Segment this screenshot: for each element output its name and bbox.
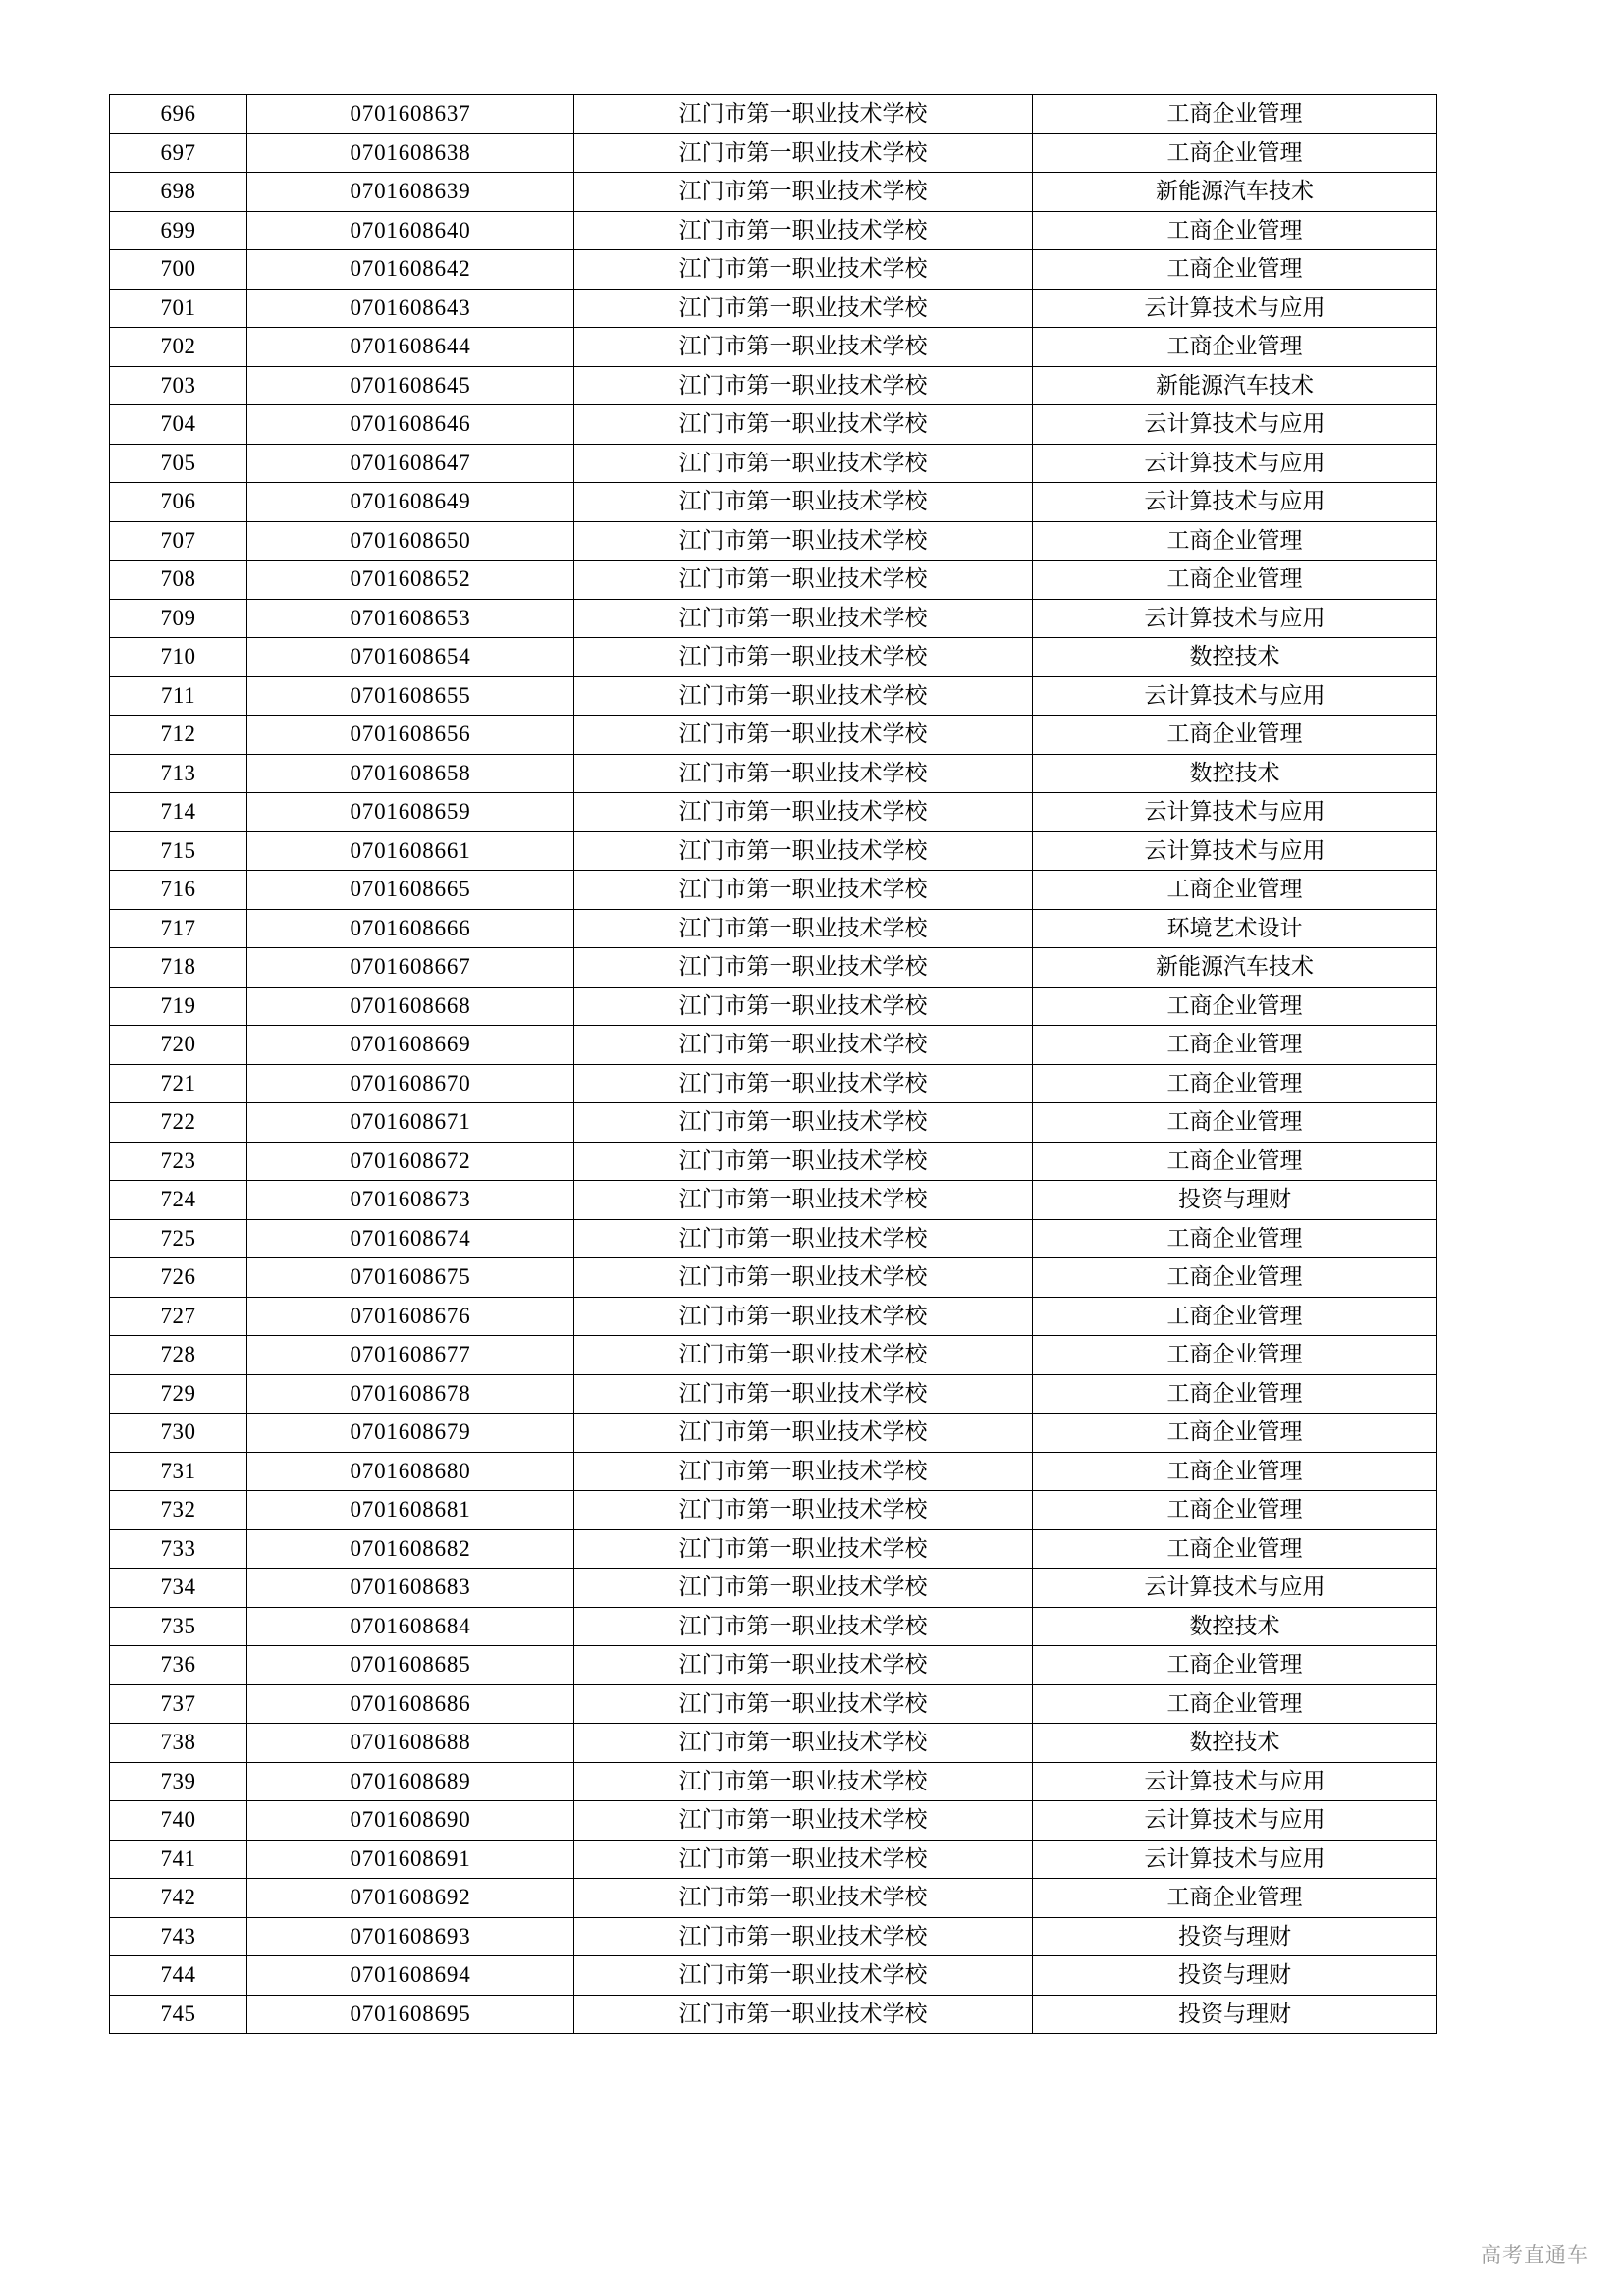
table-row [110, 211, 1437, 250]
table-row [110, 1491, 1437, 1530]
row-sequence-number: 735 [110, 1607, 247, 1646]
row-candidate-id: 0701608640 [247, 211, 574, 250]
row-school-name: 江门市第一职业技术学校 [574, 1491, 1033, 1530]
row-school-name: 江门市第一职业技术学校 [574, 1181, 1033, 1220]
table-row [110, 1646, 1437, 1685]
table-row [110, 1336, 1437, 1375]
table-row [110, 289, 1437, 328]
row-school-name: 江门市第一职业技术学校 [574, 599, 1033, 638]
row-candidate-id: 0701608675 [247, 1258, 574, 1298]
row-sequence-number: 708 [110, 561, 247, 600]
row-major-name: 数控技术 [1033, 754, 1437, 793]
table-row [110, 871, 1437, 910]
table-row [110, 676, 1437, 716]
row-candidate-id: 0701608684 [247, 1607, 574, 1646]
row-major-name: 工商企业管理 [1033, 561, 1437, 600]
row-major-name: 云计算技术与应用 [1033, 1762, 1437, 1801]
row-school-name: 江门市第一职业技术学校 [574, 1529, 1033, 1569]
row-major-name: 数控技术 [1033, 638, 1437, 677]
row-candidate-id: 0701608691 [247, 1840, 574, 1879]
roster-table-container [109, 94, 1436, 2034]
row-major-name: 云计算技术与应用 [1033, 831, 1437, 871]
row-school-name: 江门市第一职业技术学校 [574, 211, 1033, 250]
row-major-name: 云计算技术与应用 [1033, 1801, 1437, 1841]
row-candidate-id: 0701608686 [247, 1684, 574, 1724]
row-sequence-number: 712 [110, 716, 247, 755]
row-major-name: 工商企业管理 [1033, 1529, 1437, 1569]
row-sequence-number: 736 [110, 1646, 247, 1685]
table-row [110, 521, 1437, 561]
row-sequence-number: 723 [110, 1142, 247, 1181]
row-candidate-id: 0701608665 [247, 871, 574, 910]
row-sequence-number: 733 [110, 1529, 247, 1569]
row-candidate-id: 0701608655 [247, 676, 574, 716]
table-row [110, 366, 1437, 405]
row-major-name: 工商企业管理 [1033, 1219, 1437, 1258]
row-school-name: 江门市第一职业技术学校 [574, 1956, 1033, 1996]
row-major-name: 工商企业管理 [1033, 133, 1437, 173]
row-sequence-number: 717 [110, 909, 247, 948]
table-row [110, 1103, 1437, 1143]
row-major-name: 云计算技术与应用 [1033, 793, 1437, 832]
table-row [110, 987, 1437, 1026]
row-major-name: 工商企业管理 [1033, 1103, 1437, 1143]
table-row [110, 405, 1437, 445]
row-major-name: 工商企业管理 [1033, 211, 1437, 250]
row-major-name: 新能源汽车技术 [1033, 173, 1437, 212]
row-major-name: 云计算技术与应用 [1033, 1840, 1437, 1879]
row-candidate-id: 0701608653 [247, 599, 574, 638]
row-major-name: 投资与理财 [1033, 1917, 1437, 1956]
row-sequence-number: 726 [110, 1258, 247, 1298]
row-school-name: 江门市第一职业技术学校 [574, 1801, 1033, 1841]
row-sequence-number: 721 [110, 1064, 247, 1103]
row-school-name: 江门市第一职业技术学校 [574, 1336, 1033, 1375]
row-major-name: 工商企业管理 [1033, 1646, 1437, 1685]
row-candidate-id: 0701608677 [247, 1336, 574, 1375]
row-candidate-id: 0701608679 [247, 1414, 574, 1453]
table-row [110, 1219, 1437, 1258]
row-school-name: 江门市第一职业技术学校 [574, 1724, 1033, 1763]
row-candidate-id: 0701608671 [247, 1103, 574, 1143]
row-sequence-number: 730 [110, 1414, 247, 1453]
table-row [110, 1414, 1437, 1453]
row-candidate-id: 0701608673 [247, 1181, 574, 1220]
row-school-name: 江门市第一职业技术学校 [574, 987, 1033, 1026]
table-row [110, 1026, 1437, 1065]
row-candidate-id: 0701608676 [247, 1297, 574, 1336]
row-candidate-id: 0701608654 [247, 638, 574, 677]
row-school-name: 江门市第一职业技术学校 [574, 1840, 1033, 1879]
row-sequence-number: 707 [110, 521, 247, 561]
table-row [110, 1801, 1437, 1841]
row-candidate-id: 0701608652 [247, 561, 574, 600]
row-sequence-number: 709 [110, 599, 247, 638]
row-school-name: 江门市第一职业技术学校 [574, 289, 1033, 328]
table-row [110, 909, 1437, 948]
row-candidate-id: 0701608692 [247, 1879, 574, 1918]
row-sequence-number: 700 [110, 250, 247, 290]
row-sequence-number: 739 [110, 1762, 247, 1801]
row-school-name: 江门市第一职业技术学校 [574, 754, 1033, 793]
row-sequence-number: 732 [110, 1491, 247, 1530]
table-row [110, 1762, 1437, 1801]
row-candidate-id: 0701608688 [247, 1724, 574, 1763]
row-school-name: 江门市第一职业技术学校 [574, 405, 1033, 445]
row-school-name: 江门市第一职业技术学校 [574, 831, 1033, 871]
table-row [110, 1956, 1437, 1996]
row-candidate-id: 0701608685 [247, 1646, 574, 1685]
table-row [110, 483, 1437, 522]
row-school-name: 江门市第一职业技术学校 [574, 676, 1033, 716]
row-school-name: 江门市第一职业技术学校 [574, 1879, 1033, 1918]
roster-table-body [110, 95, 1437, 2034]
row-school-name: 江门市第一职业技术学校 [574, 250, 1033, 290]
row-candidate-id: 0701608647 [247, 444, 574, 483]
table-row [110, 1374, 1437, 1414]
row-school-name: 江门市第一职业技术学校 [574, 1103, 1033, 1143]
row-school-name: 江门市第一职业技术学校 [574, 1684, 1033, 1724]
row-sequence-number: 741 [110, 1840, 247, 1879]
row-candidate-id: 0701608638 [247, 133, 574, 173]
row-sequence-number: 698 [110, 173, 247, 212]
row-candidate-id: 0701608678 [247, 1374, 574, 1414]
table-row [110, 1064, 1437, 1103]
row-school-name: 江门市第一职业技术学校 [574, 561, 1033, 600]
row-school-name: 江门市第一职业技术学校 [574, 366, 1033, 405]
roster-table [109, 94, 1437, 2034]
row-sequence-number: 740 [110, 1801, 247, 1841]
row-sequence-number: 727 [110, 1297, 247, 1336]
row-candidate-id: 0701608672 [247, 1142, 574, 1181]
row-candidate-id: 0701608689 [247, 1762, 574, 1801]
row-school-name: 江门市第一职业技术学校 [574, 521, 1033, 561]
row-school-name: 江门市第一职业技术学校 [574, 1297, 1033, 1336]
row-major-name: 云计算技术与应用 [1033, 1569, 1437, 1608]
row-candidate-id: 0701608683 [247, 1569, 574, 1608]
row-major-name: 工商企业管理 [1033, 250, 1437, 290]
row-candidate-id: 0701608668 [247, 987, 574, 1026]
row-school-name: 江门市第一职业技术学校 [574, 1142, 1033, 1181]
row-major-name: 工商企业管理 [1033, 1026, 1437, 1065]
table-row [110, 793, 1437, 832]
row-major-name: 新能源汽车技术 [1033, 366, 1437, 405]
row-sequence-number: 728 [110, 1336, 247, 1375]
row-sequence-number: 697 [110, 133, 247, 173]
row-sequence-number: 720 [110, 1026, 247, 1065]
row-major-name: 云计算技术与应用 [1033, 444, 1437, 483]
row-school-name: 江门市第一职业技术学校 [574, 1064, 1033, 1103]
row-major-name: 工商企业管理 [1033, 1414, 1437, 1453]
row-sequence-number: 737 [110, 1684, 247, 1724]
row-candidate-id: 0701608680 [247, 1452, 574, 1491]
table-row [110, 599, 1437, 638]
table-row [110, 1258, 1437, 1298]
table-row [110, 1529, 1437, 1569]
row-major-name: 云计算技术与应用 [1033, 676, 1437, 716]
row-candidate-id: 0701608646 [247, 405, 574, 445]
row-candidate-id: 0701608667 [247, 948, 574, 988]
row-major-name: 云计算技术与应用 [1033, 405, 1437, 445]
row-sequence-number: 711 [110, 676, 247, 716]
row-major-name: 工商企业管理 [1033, 328, 1437, 367]
row-candidate-id: 0701608644 [247, 328, 574, 367]
table-row [110, 1995, 1437, 2034]
row-major-name: 投资与理财 [1033, 1181, 1437, 1220]
row-school-name: 江门市第一职业技术学校 [574, 1995, 1033, 2034]
table-row [110, 444, 1437, 483]
row-major-name: 工商企业管理 [1033, 1064, 1437, 1103]
row-school-name: 江门市第一职业技术学校 [574, 1452, 1033, 1491]
row-school-name: 江门市第一职业技术学校 [574, 793, 1033, 832]
table-row [110, 1569, 1437, 1608]
row-sequence-number: 710 [110, 638, 247, 677]
row-sequence-number: 704 [110, 405, 247, 445]
row-major-name: 工商企业管理 [1033, 871, 1437, 910]
table-row [110, 638, 1437, 677]
row-candidate-id: 0701608658 [247, 754, 574, 793]
row-school-name: 江门市第一职业技术学校 [574, 948, 1033, 988]
row-major-name: 投资与理财 [1033, 1995, 1437, 2034]
row-sequence-number: 742 [110, 1879, 247, 1918]
table-row [110, 1142, 1437, 1181]
row-major-name: 数控技术 [1033, 1724, 1437, 1763]
row-sequence-number: 701 [110, 289, 247, 328]
row-sequence-number: 696 [110, 95, 247, 134]
row-major-name: 工商企业管理 [1033, 1452, 1437, 1491]
row-school-name: 江门市第一职业技术学校 [574, 638, 1033, 677]
row-candidate-id: 0701608682 [247, 1529, 574, 1569]
row-sequence-number: 703 [110, 366, 247, 405]
row-candidate-id: 0701608695 [247, 1995, 574, 2034]
row-school-name: 江门市第一职业技术学校 [574, 328, 1033, 367]
row-sequence-number: 714 [110, 793, 247, 832]
row-school-name: 江门市第一职业技术学校 [574, 1414, 1033, 1453]
row-major-name: 工商企业管理 [1033, 1684, 1437, 1724]
row-major-name: 新能源汽车技术 [1033, 948, 1437, 988]
row-sequence-number: 719 [110, 987, 247, 1026]
row-sequence-number: 718 [110, 948, 247, 988]
row-school-name: 江门市第一职业技术学校 [574, 1258, 1033, 1298]
row-sequence-number: 745 [110, 1995, 247, 2034]
row-sequence-number: 715 [110, 831, 247, 871]
row-major-name: 投资与理财 [1033, 1956, 1437, 1996]
row-school-name: 江门市第一职业技术学校 [574, 444, 1033, 483]
table-row [110, 1879, 1437, 1918]
row-candidate-id: 0701608690 [247, 1801, 574, 1841]
row-sequence-number: 738 [110, 1724, 247, 1763]
row-candidate-id: 0701608669 [247, 1026, 574, 1065]
row-major-name: 工商企业管理 [1033, 1374, 1437, 1414]
row-major-name: 工商企业管理 [1033, 1297, 1437, 1336]
row-major-name: 云计算技术与应用 [1033, 289, 1437, 328]
row-school-name: 江门市第一职业技术学校 [574, 133, 1033, 173]
row-school-name: 江门市第一职业技术学校 [574, 1026, 1033, 1065]
table-row [110, 1607, 1437, 1646]
table-row [110, 133, 1437, 173]
row-sequence-number: 734 [110, 1569, 247, 1608]
row-school-name: 江门市第一职业技术学校 [574, 1917, 1033, 1956]
row-major-name: 工商企业管理 [1033, 1142, 1437, 1181]
table-row [110, 948, 1437, 988]
row-school-name: 江门市第一职业技术学校 [574, 1646, 1033, 1685]
row-school-name: 江门市第一职业技术学校 [574, 1569, 1033, 1608]
row-candidate-id: 0701608694 [247, 1956, 574, 1996]
row-major-name: 工商企业管理 [1033, 1491, 1437, 1530]
table-row [110, 250, 1437, 290]
row-major-name: 工商企业管理 [1033, 987, 1437, 1026]
row-sequence-number: 724 [110, 1181, 247, 1220]
row-candidate-id: 0701608693 [247, 1917, 574, 1956]
row-candidate-id: 0701608643 [247, 289, 574, 328]
row-sequence-number: 744 [110, 1956, 247, 1996]
row-candidate-id: 0701608681 [247, 1491, 574, 1530]
table-row [110, 754, 1437, 793]
table-row [110, 1297, 1437, 1336]
row-major-name: 工商企业管理 [1033, 716, 1437, 755]
row-school-name: 江门市第一职业技术学校 [574, 909, 1033, 948]
row-school-name: 江门市第一职业技术学校 [574, 1374, 1033, 1414]
row-sequence-number: 699 [110, 211, 247, 250]
row-school-name: 江门市第一职业技术学校 [574, 1762, 1033, 1801]
table-row [110, 831, 1437, 871]
row-school-name: 江门市第一职业技术学校 [574, 173, 1033, 212]
row-candidate-id: 0701608642 [247, 250, 574, 290]
row-sequence-number: 705 [110, 444, 247, 483]
table-row [110, 561, 1437, 600]
row-candidate-id: 0701608661 [247, 831, 574, 871]
row-major-name: 工商企业管理 [1033, 1336, 1437, 1375]
row-sequence-number: 725 [110, 1219, 247, 1258]
table-row [110, 328, 1437, 367]
row-candidate-id: 0701608645 [247, 366, 574, 405]
row-school-name: 江门市第一职业技术学校 [574, 483, 1033, 522]
row-major-name: 工商企业管理 [1033, 1879, 1437, 1918]
row-candidate-id: 0701608659 [247, 793, 574, 832]
row-sequence-number: 716 [110, 871, 247, 910]
row-major-name: 环境艺术设计 [1033, 909, 1437, 948]
row-candidate-id: 0701608637 [247, 95, 574, 134]
row-major-name: 云计算技术与应用 [1033, 483, 1437, 522]
row-major-name: 工商企业管理 [1033, 521, 1437, 561]
row-major-name: 云计算技术与应用 [1033, 599, 1437, 638]
table-row [110, 1724, 1437, 1763]
table-row [110, 1840, 1437, 1879]
row-candidate-id: 0701608649 [247, 483, 574, 522]
row-sequence-number: 713 [110, 754, 247, 793]
row-school-name: 江门市第一职业技术学校 [574, 871, 1033, 910]
table-row [110, 716, 1437, 755]
row-sequence-number: 706 [110, 483, 247, 522]
row-school-name: 江门市第一职业技术学校 [574, 716, 1033, 755]
page-watermark: 高考直通车 [1481, 2243, 1589, 2267]
table-row [110, 1684, 1437, 1724]
row-school-name: 江门市第一职业技术学校 [574, 1607, 1033, 1646]
row-major-name: 工商企业管理 [1033, 1258, 1437, 1298]
table-row [110, 1452, 1437, 1491]
row-school-name: 江门市第一职业技术学校 [574, 1219, 1033, 1258]
row-sequence-number: 729 [110, 1374, 247, 1414]
row-major-name: 工商企业管理 [1033, 95, 1437, 134]
row-candidate-id: 0701608650 [247, 521, 574, 561]
row-candidate-id: 0701608639 [247, 173, 574, 212]
row-candidate-id: 0701608670 [247, 1064, 574, 1103]
row-major-name: 数控技术 [1033, 1607, 1437, 1646]
row-school-name: 江门市第一职业技术学校 [574, 95, 1033, 134]
row-candidate-id: 0701608656 [247, 716, 574, 755]
row-sequence-number: 702 [110, 328, 247, 367]
table-row [110, 95, 1437, 134]
row-sequence-number: 743 [110, 1917, 247, 1956]
row-candidate-id: 0701608666 [247, 909, 574, 948]
table-row [110, 1181, 1437, 1220]
row-sequence-number: 722 [110, 1103, 247, 1143]
table-row [110, 173, 1437, 212]
row-sequence-number: 731 [110, 1452, 247, 1491]
table-row [110, 1917, 1437, 1956]
row-candidate-id: 0701608674 [247, 1219, 574, 1258]
